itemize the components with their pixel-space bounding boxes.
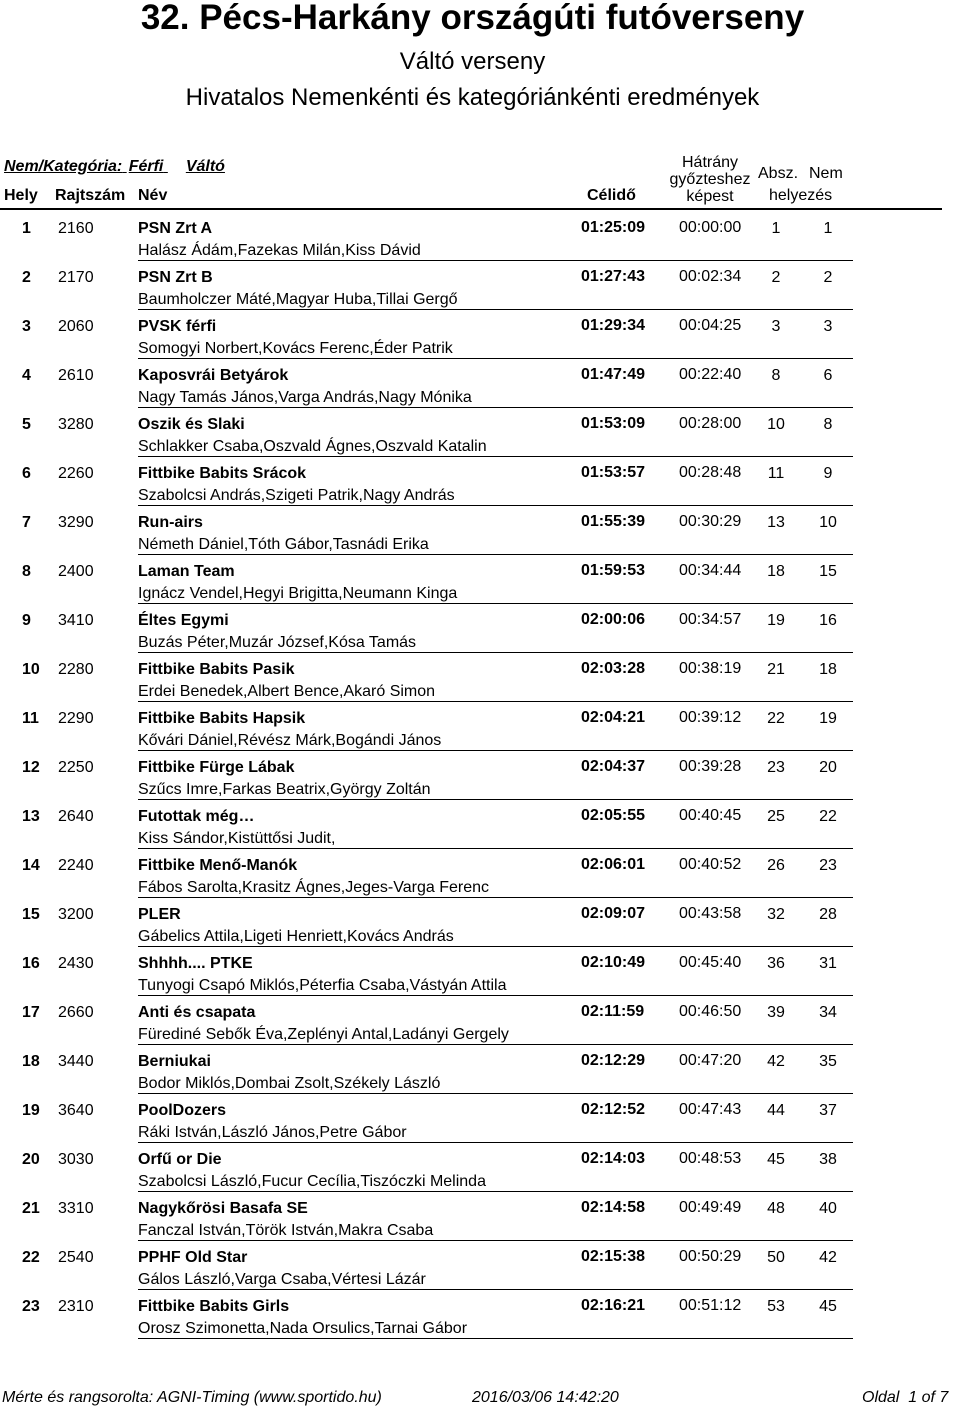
row-overall-rank: 8 bbox=[771, 367, 781, 384]
table-row bbox=[0, 850, 960, 899]
row-place: 9 bbox=[22, 612, 31, 629]
table-row bbox=[0, 1095, 960, 1144]
row-members: Fürediné Sebők Éva,Zeplényi Antal,Ladányi Gergely bbox=[138, 1026, 509, 1043]
row-team-name: PoolDozers bbox=[138, 1102, 227, 1119]
page-subtitle-results: Hivatalos Nemenkénti és kategóriánkénti eredmények bbox=[185, 84, 760, 111]
row-overall-rank: 18 bbox=[767, 563, 785, 580]
row-overall-rank: 2 bbox=[771, 269, 781, 286]
row-team-name: Nagykőrösi Basafa SE bbox=[138, 1200, 308, 1217]
row-divider bbox=[138, 309, 853, 310]
page-title: 32. Pécs-Harkány országúti futóverseny bbox=[140, 0, 805, 37]
row-team-name: Fittbike Babits Srácok bbox=[138, 465, 307, 482]
header-divider bbox=[0, 208, 942, 210]
row-members: Tunyogi Csapó Miklós,Péterfia Csaba,Vástyán Attila bbox=[138, 977, 507, 994]
row-divider bbox=[138, 1044, 853, 1045]
row-finish-time: 02:11:59 bbox=[581, 1003, 645, 1020]
row-members: Gálos László,Varga Csaba,Vértesi Lázár bbox=[138, 1271, 426, 1288]
row-finish-time: 02:14:58 bbox=[581, 1199, 646, 1216]
row-gap-time: 00:34:44 bbox=[679, 562, 742, 579]
row-overall-rank: 3 bbox=[771, 318, 781, 335]
row-gap-time: 00:39:28 bbox=[679, 758, 742, 775]
row-overall-rank: 13 bbox=[767, 514, 785, 531]
row-overall-rank: 11 bbox=[767, 465, 785, 482]
row-overall-rank: 19 bbox=[767, 612, 785, 629]
row-gap-time: 00:30:29 bbox=[679, 513, 742, 530]
table-row bbox=[0, 556, 960, 605]
footer-datetime: 2016/03/06 14:42:20 bbox=[472, 1389, 619, 1406]
row-place: 19 bbox=[22, 1102, 40, 1119]
row-gender-rank: 18 bbox=[819, 661, 837, 678]
row-gap-time: 00:47:20 bbox=[679, 1052, 742, 1069]
row-overall-rank: 32 bbox=[767, 906, 785, 923]
row-finish-time: 02:16:21 bbox=[581, 1297, 646, 1314]
row-overall-rank: 10 bbox=[767, 416, 785, 433]
row-overall-rank: 21 bbox=[767, 661, 785, 678]
row-team-name: Fittbike Fürge Lábak bbox=[138, 759, 295, 776]
table-row bbox=[0, 654, 960, 703]
row-team-name: Futottak még… bbox=[138, 808, 255, 825]
row-finish-time: 01:55:39 bbox=[581, 513, 646, 530]
row-bib: 2290 bbox=[58, 710, 94, 727]
row-finish-time: 01:29:34 bbox=[581, 317, 646, 334]
table-row bbox=[0, 801, 960, 850]
row-divider bbox=[138, 554, 853, 555]
row-bib: 2610 bbox=[58, 367, 94, 384]
row-team-name: Orfű or Die bbox=[138, 1151, 222, 1168]
row-place: 23 bbox=[22, 1298, 40, 1315]
row-gender-rank: 45 bbox=[819, 1298, 837, 1315]
row-members: Szűcs Imre,Farkas Beatrix,György Zoltán bbox=[138, 781, 431, 798]
row-members: Somogyi Norbert,Kovács Ferenc,Éder Patrik bbox=[138, 340, 453, 357]
row-place: 15 bbox=[22, 906, 40, 923]
row-team-name: PLER bbox=[138, 906, 181, 923]
table-row bbox=[0, 360, 960, 409]
row-finish-time: 02:12:29 bbox=[581, 1052, 646, 1069]
row-gender-rank: 35 bbox=[819, 1053, 837, 1070]
row-gap-time: 00:43:58 bbox=[679, 905, 742, 922]
row-gender-rank: 34 bbox=[819, 1004, 837, 1021]
row-finish-time: 02:14:03 bbox=[581, 1150, 646, 1167]
row-bib: 2400 bbox=[58, 563, 94, 580]
table-row bbox=[0, 409, 960, 458]
row-divider bbox=[138, 701, 853, 702]
row-bib: 2660 bbox=[58, 1004, 94, 1021]
row-bib: 2250 bbox=[58, 759, 94, 776]
row-divider bbox=[138, 1240, 853, 1241]
row-place: 22 bbox=[22, 1249, 40, 1266]
row-place: 11 bbox=[22, 710, 39, 727]
row-place: 16 bbox=[22, 955, 40, 972]
table-row bbox=[0, 1046, 960, 1095]
row-place: 17 bbox=[22, 1004, 40, 1021]
row-gender-rank: 19 bbox=[819, 710, 837, 727]
table-row bbox=[0, 752, 960, 801]
row-bib: 2540 bbox=[58, 1249, 94, 1266]
row-finish-time: 01:53:57 bbox=[581, 464, 646, 481]
row-divider bbox=[138, 1142, 853, 1143]
row-gender-rank: 28 bbox=[819, 906, 837, 923]
row-overall-rank: 36 bbox=[767, 955, 785, 972]
row-place: 6 bbox=[22, 465, 31, 482]
row-place: 5 bbox=[22, 416, 31, 433]
row-divider bbox=[138, 407, 853, 408]
row-overall-rank: 26 bbox=[767, 857, 785, 874]
row-team-name: Fittbike Menő-Manók bbox=[138, 857, 298, 874]
row-team-name: Shhhh.... PTKE bbox=[138, 955, 253, 972]
row-gap-time: 00:38:19 bbox=[679, 660, 742, 677]
row-finish-time: 01:59:53 bbox=[581, 562, 646, 579]
row-finish-time: 02:05:55 bbox=[581, 807, 646, 824]
row-place: 8 bbox=[22, 563, 31, 580]
row-gender-rank: 10 bbox=[819, 514, 837, 531]
row-gender-rank: 3 bbox=[823, 318, 833, 335]
row-team-name: Fittbike Babits Hapsik bbox=[138, 710, 306, 727]
row-gap-time: 00:02:34 bbox=[679, 268, 742, 285]
row-gap-time: 00:50:29 bbox=[679, 1248, 742, 1265]
row-divider bbox=[138, 799, 853, 800]
row-gap-time: 00:28:48 bbox=[679, 464, 742, 481]
row-divider bbox=[138, 946, 853, 947]
row-place: 3 bbox=[22, 318, 31, 335]
row-bib: 2430 bbox=[58, 955, 94, 972]
row-divider bbox=[138, 1289, 853, 1290]
row-divider bbox=[138, 260, 853, 261]
row-divider bbox=[138, 505, 853, 506]
col-header-finish: Célidő bbox=[587, 187, 636, 204]
row-place: 14 bbox=[22, 857, 40, 874]
row-bib: 2310 bbox=[58, 1298, 94, 1315]
row-gap-time: 00:34:57 bbox=[679, 611, 742, 628]
row-finish-time: 02:04:21 bbox=[581, 709, 646, 726]
row-team-name: Run-airs bbox=[138, 514, 203, 531]
category-heading bbox=[4, 158, 225, 176]
row-overall-rank: 23 bbox=[767, 759, 785, 776]
row-gender-rank: 20 bbox=[819, 759, 837, 776]
row-gender-rank: 1 bbox=[823, 220, 833, 237]
table-row bbox=[0, 899, 960, 948]
row-gender-rank: 31 bbox=[819, 955, 837, 972]
row-team-name: PPHF Old Star bbox=[138, 1249, 248, 1266]
row-bib: 2160 bbox=[58, 220, 94, 237]
row-gender-rank: 42 bbox=[819, 1249, 837, 1266]
row-place: 12 bbox=[22, 759, 40, 776]
col-header-helyezes: helyezés bbox=[769, 187, 833, 204]
row-members: Kővári Dániel,Révész Márk,Bogándi János bbox=[138, 732, 442, 749]
row-team-name: Fittbike Babits Pasik bbox=[138, 661, 295, 678]
row-finish-time: 02:00:06 bbox=[581, 611, 646, 628]
row-gender-rank: 15 bbox=[819, 563, 837, 580]
row-gap-time: 00:51:12 bbox=[679, 1297, 742, 1314]
row-members: Orosz Szimonetta,Nada Orsulics,Tarnai Gábor bbox=[138, 1320, 468, 1337]
row-team-name: Berniukai bbox=[138, 1053, 211, 1070]
row-finish-time: 02:06:01 bbox=[581, 856, 646, 873]
row-gap-time: 00:00:00 bbox=[679, 219, 742, 236]
row-members: Fanczal István,Török István,Makra Csaba bbox=[138, 1222, 434, 1239]
row-team-name: PSN Zrt A bbox=[138, 220, 213, 237]
row-gender-rank: 22 bbox=[819, 808, 837, 825]
row-team-name: Éltes Egymi bbox=[138, 612, 229, 629]
row-divider bbox=[138, 995, 853, 996]
table-row bbox=[0, 507, 960, 556]
row-divider bbox=[138, 848, 853, 849]
col-header-name: Név bbox=[138, 187, 168, 204]
table-row bbox=[0, 605, 960, 654]
row-members: Nagy Tamás János,Varga András,Nagy Mónika bbox=[138, 389, 472, 406]
footer-credit: Mérte és rangsorolta: AGNI-Timing (www.sportido.hu) bbox=[2, 1389, 382, 1406]
row-team-name: Fittbike Babits Girls bbox=[138, 1298, 290, 1315]
category-relay: Váltó bbox=[185, 158, 225, 175]
table-row bbox=[0, 311, 960, 360]
row-gap-time: 00:40:52 bbox=[679, 856, 742, 873]
row-members: Bodor Miklós,Dombai Zsolt,Székely László bbox=[138, 1075, 441, 1092]
row-divider bbox=[138, 897, 853, 898]
row-members: Gábelics Attila,Ligeti Henriett,Kovács András bbox=[138, 928, 454, 945]
row-place: 1 bbox=[22, 220, 31, 237]
row-bib: 3280 bbox=[58, 416, 94, 433]
row-place: 4 bbox=[22, 367, 31, 384]
row-place: 7 bbox=[22, 514, 31, 531]
row-members: Szabolcsi László,Fucur Cecília,Tiszóczki Melinda bbox=[138, 1173, 486, 1190]
row-divider bbox=[138, 1093, 853, 1094]
row-finish-time: 01:25:09 bbox=[581, 219, 646, 236]
row-gap-time: 00:46:50 bbox=[679, 1003, 742, 1020]
row-bib: 2260 bbox=[58, 465, 94, 482]
row-place: 2 bbox=[22, 269, 31, 286]
row-finish-time: 02:09:07 bbox=[581, 905, 646, 922]
table-row bbox=[0, 458, 960, 507]
row-divider bbox=[138, 456, 853, 457]
col-header-nem: Nem bbox=[809, 165, 843, 182]
row-overall-rank: 22 bbox=[767, 710, 785, 727]
row-gender-rank: 37 bbox=[819, 1102, 837, 1119]
row-gender-rank: 6 bbox=[823, 367, 833, 384]
row-overall-rank: 1 bbox=[771, 220, 781, 237]
row-overall-rank: 53 bbox=[767, 1298, 785, 1315]
row-gap-time: 00:47:43 bbox=[679, 1101, 742, 1118]
row-members: Baumholczer Máté,Magyar Huba,Tillai Gergő bbox=[138, 291, 458, 308]
table-row bbox=[0, 1291, 960, 1340]
row-members: Fábos Sarolta,Krasitz Ágnes,Jeges-Varga Ferenc bbox=[138, 879, 489, 896]
row-finish-time: 01:27:43 bbox=[581, 268, 646, 285]
row-members: Németh Dániel,Tóth Gábor,Tasnádi Erika bbox=[138, 536, 429, 553]
row-members: Schlakker Csaba,Oszvald Ágnes,Oszvald Katalin bbox=[138, 438, 487, 455]
row-gap-time: 00:45:40 bbox=[679, 954, 742, 971]
row-place: 13 bbox=[22, 808, 40, 825]
row-gender-rank: 40 bbox=[819, 1200, 837, 1217]
table-row bbox=[0, 213, 960, 262]
row-bib: 3310 bbox=[58, 1200, 94, 1217]
row-overall-rank: 50 bbox=[767, 1249, 785, 1266]
category-label: Nem/Kategória: bbox=[4, 158, 123, 175]
row-gap-time: 00:40:45 bbox=[679, 807, 742, 824]
row-gap-time: 00:49:49 bbox=[679, 1199, 742, 1216]
row-finish-time: 02:03:28 bbox=[581, 660, 646, 677]
row-finish-time: 01:53:09 bbox=[581, 415, 646, 432]
row-bib: 3440 bbox=[58, 1053, 94, 1070]
row-team-name: PSN Zrt B bbox=[138, 269, 213, 286]
row-team-name: Anti és csapata bbox=[138, 1004, 256, 1021]
row-gap-time: 00:28:00 bbox=[679, 415, 742, 432]
row-overall-rank: 25 bbox=[767, 808, 785, 825]
row-divider bbox=[138, 358, 853, 359]
row-divider bbox=[138, 750, 853, 751]
row-team-name: PVSK férfi bbox=[138, 318, 217, 335]
table-row bbox=[0, 1242, 960, 1291]
row-members: Erdei Benedek,Albert Bence,Akaró Simon bbox=[138, 683, 436, 700]
table-row bbox=[0, 703, 960, 752]
row-gender-rank: 8 bbox=[823, 416, 833, 433]
row-overall-rank: 39 bbox=[767, 1004, 785, 1021]
row-gender-rank: 9 bbox=[823, 465, 833, 482]
row-team-name: Kaposvrái Betyárok bbox=[138, 367, 289, 384]
table-row bbox=[0, 1144, 960, 1193]
row-members: Szabolcsi András,Szigeti Patrik,Nagy András bbox=[138, 487, 455, 504]
row-divider bbox=[138, 603, 853, 604]
row-bib: 2240 bbox=[58, 857, 94, 874]
row-gender-rank: 38 bbox=[819, 1151, 837, 1168]
row-gap-time: 00:39:12 bbox=[679, 709, 742, 726]
row-gap-time: 00:04:25 bbox=[679, 317, 742, 334]
row-place: 21 bbox=[22, 1200, 40, 1217]
row-overall-rank: 48 bbox=[767, 1200, 785, 1217]
row-members: Ignácz Vendel,Hegyi Brigitta,Neumann Kinga bbox=[138, 585, 458, 602]
table-row bbox=[0, 948, 960, 997]
row-members: Kiss Sándor,Kistüttősi Judit, bbox=[138, 830, 336, 847]
row-gender-rank: 23 bbox=[819, 857, 837, 874]
row-gender-rank: 2 bbox=[823, 269, 833, 286]
row-finish-time: 02:04:37 bbox=[581, 758, 646, 775]
row-finish-time: 02:15:38 bbox=[581, 1248, 646, 1265]
row-overall-rank: 42 bbox=[767, 1053, 785, 1070]
col-header-gap: Hátrány győzteshez képest bbox=[669, 154, 751, 205]
table-row bbox=[0, 997, 960, 1046]
row-overall-rank: 44 bbox=[767, 1102, 785, 1119]
row-gap-time: 00:48:53 bbox=[679, 1150, 742, 1167]
row-divider bbox=[138, 1338, 853, 1339]
row-bib: 2280 bbox=[58, 661, 94, 678]
row-finish-time: 02:12:52 bbox=[581, 1101, 646, 1118]
row-bib: 3030 bbox=[58, 1151, 94, 1168]
row-bib: 3290 bbox=[58, 514, 94, 531]
table-row bbox=[0, 1193, 960, 1242]
row-team-name: Oszik és Slaki bbox=[138, 416, 245, 433]
row-place: 18 bbox=[22, 1053, 40, 1070]
row-divider bbox=[138, 652, 853, 653]
row-members: Ráki István,László János,Petre Gábor bbox=[138, 1124, 407, 1141]
row-bib: 2060 bbox=[58, 318, 94, 335]
row-bib: 2170 bbox=[58, 269, 94, 286]
col-header-place: Hely bbox=[4, 187, 38, 204]
col-header-bib: Rajtszám bbox=[55, 187, 126, 204]
table-row bbox=[0, 262, 960, 311]
row-members: Buzás Péter,Muzár József,Kósa Tamás bbox=[138, 634, 417, 651]
category-value: Férfi bbox=[128, 158, 164, 175]
row-overall-rank: 45 bbox=[767, 1151, 785, 1168]
row-finish-time: 02:10:49 bbox=[581, 954, 646, 971]
row-bib: 3200 bbox=[58, 906, 94, 923]
row-team-name: Laman Team bbox=[138, 563, 235, 580]
row-bib: 2640 bbox=[58, 808, 94, 825]
row-gap-time: 00:22:40 bbox=[679, 366, 742, 383]
row-place: 20 bbox=[22, 1151, 40, 1168]
row-bib: 3410 bbox=[58, 612, 94, 629]
row-place: 10 bbox=[22, 661, 40, 678]
row-divider bbox=[138, 1191, 853, 1192]
page-subtitle: Váltó verseny bbox=[399, 48, 546, 75]
row-finish-time: 01:47:49 bbox=[581, 366, 646, 383]
row-members: Halász Ádám,Fazekas Milán,Kiss Dávid bbox=[138, 242, 421, 259]
footer-page: Oldal 1 of 7 bbox=[862, 1389, 949, 1406]
col-header-abs: Absz. bbox=[758, 165, 799, 182]
row-bib: 3640 bbox=[58, 1102, 94, 1119]
row-gender-rank: 16 bbox=[819, 612, 837, 629]
